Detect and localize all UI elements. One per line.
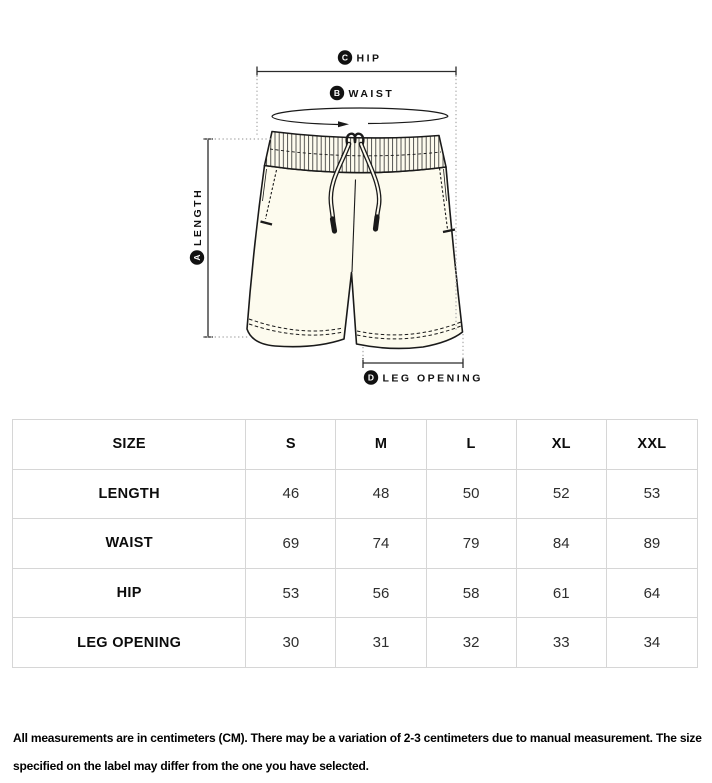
shorts-drawing (247, 132, 463, 349)
waist-text: WAIST (348, 88, 395, 100)
cell-value: 50 (426, 469, 516, 519)
header-s: S (246, 420, 336, 470)
length-measure-line (203, 139, 213, 337)
cell-value: 31 (336, 618, 426, 668)
size-table (12, 419, 698, 668)
header-xl: XL (516, 420, 606, 470)
header-xxl: XXL (606, 420, 697, 470)
header-m: M (336, 420, 426, 470)
cell-value: 69 (246, 519, 336, 569)
cell-value: 48 (336, 469, 426, 519)
cell-value: 84 (516, 519, 606, 569)
header-size: SIZE (13, 420, 246, 470)
cell-value: 89 (606, 519, 697, 569)
leg-opening-measure-line (363, 358, 463, 368)
waist-label (330, 86, 394, 100)
cell-value: 74 (336, 519, 426, 569)
hip-letter: C (341, 52, 349, 63)
cell-value: 53 (606, 469, 697, 519)
waist-girth-arrow (272, 108, 448, 127)
leg-opening-text: LEG OPENING (382, 372, 483, 385)
cell-value: 46 (246, 469, 336, 519)
length-letter: A (192, 254, 203, 261)
table-row-hip (13, 568, 698, 618)
row-label: LENGTH (13, 469, 246, 519)
leg-opening-label (364, 370, 483, 384)
cell-value: 53 (246, 568, 336, 618)
header-l: L (426, 420, 516, 470)
hip-measure-line (257, 67, 456, 77)
waist-letter: B (333, 88, 341, 99)
table-header-row (13, 420, 698, 470)
cell-value: 61 (516, 568, 606, 618)
cell-value: 34 (606, 618, 697, 668)
table-row-leg-opening (13, 618, 698, 668)
row-label: HIP (13, 568, 246, 618)
cell-value: 33 (516, 618, 606, 668)
cell-value: 58 (426, 568, 516, 618)
hip-text: HIP (356, 52, 382, 65)
cell-value: 64 (606, 568, 697, 618)
cell-value: 30 (246, 618, 336, 668)
cell-value: 56 (336, 568, 426, 618)
length-text: LENGTH (192, 187, 204, 246)
row-label: WAIST (13, 519, 246, 569)
table-row-waist (13, 519, 698, 569)
table-row-length (13, 469, 698, 519)
measurement-note: All measurements are in centimeters (CM). There may be a variation of 2-3 centimeters due to manual measurement. The size specified on the label may differ from the one you have selected. (13, 731, 702, 773)
hip-label (338, 50, 382, 64)
row-label: LEG OPENING (13, 618, 246, 668)
cell-value: 79 (426, 519, 516, 569)
cell-value: 52 (516, 469, 606, 519)
leg-opening-letter: D (367, 372, 375, 383)
cell-value: 32 (426, 618, 516, 668)
length-label (190, 188, 204, 265)
